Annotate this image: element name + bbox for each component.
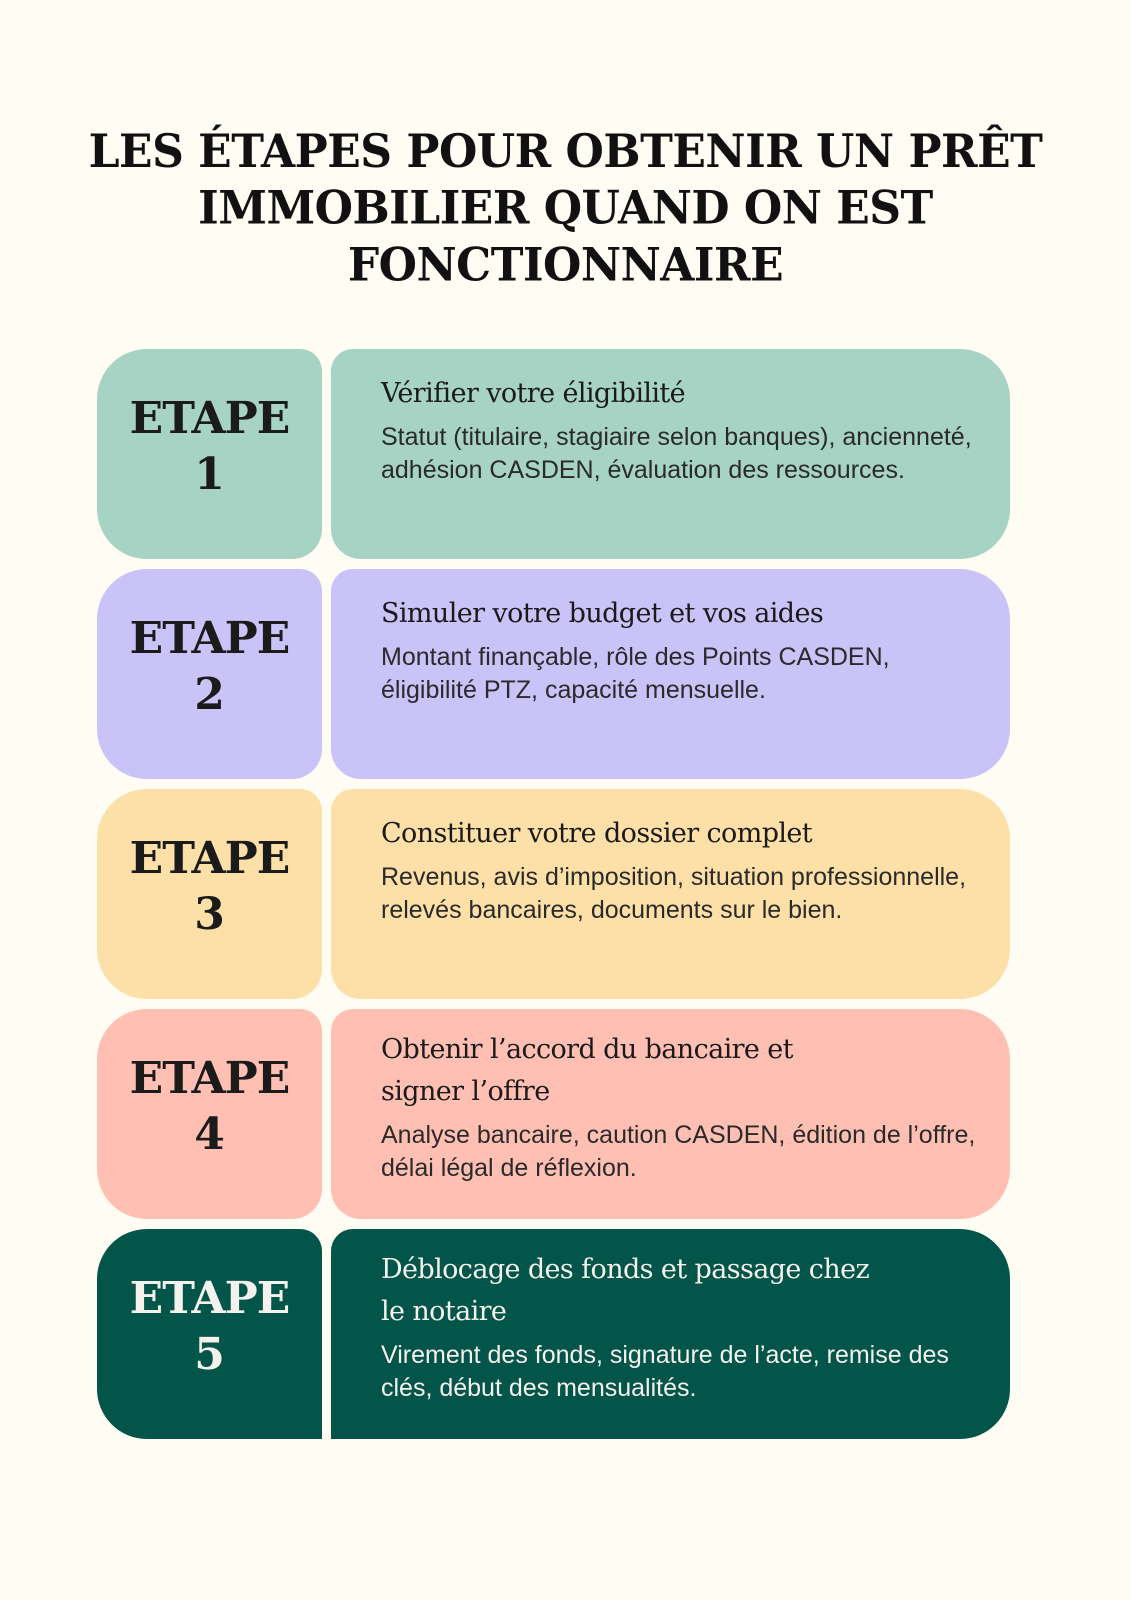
step-row-4 bbox=[97, 1009, 1010, 1219]
step-badge bbox=[97, 1229, 322, 1439]
step-number: 2 bbox=[194, 669, 225, 720]
step-title: Constituer votre dossier complet bbox=[381, 818, 813, 849]
title-line-3: FONCTIONNAIRE bbox=[347, 238, 784, 292]
step-badge bbox=[97, 569, 322, 779]
page-title bbox=[60, 124, 1071, 294]
step-label: ETAPE bbox=[129, 1273, 290, 1324]
step-description: Revenus, avis d’imposition, situation professionnelle, relevés bancaires, documents sur le bien. bbox=[381, 863, 967, 924]
step-description: Virement des fonds, signature de l’acte, remise des clés, début des mensualités. bbox=[381, 1341, 949, 1402]
step-content bbox=[331, 1229, 1010, 1439]
step-title: Obtenir l’accord du bancaire et signer l’offre bbox=[381, 1034, 793, 1107]
step-title: Vérifier votre éligibilité bbox=[381, 378, 686, 409]
step-content bbox=[331, 569, 1010, 779]
step-label: ETAPE bbox=[129, 833, 290, 884]
step-label: ETAPE bbox=[129, 613, 290, 664]
title-line-2: IMMOBILIER QUAND ON EST bbox=[198, 181, 933, 236]
step-row-1 bbox=[97, 349, 1010, 559]
step-row-2 bbox=[97, 569, 1010, 779]
step-content bbox=[331, 349, 1010, 559]
step-content bbox=[331, 789, 1010, 999]
step-badge bbox=[97, 349, 322, 559]
step-number: 3 bbox=[194, 889, 225, 940]
step-number: 4 bbox=[194, 1109, 225, 1160]
step-description: Analyse bancaire, caution CASDEN, édition de l’offre, délai légal de réflexion. bbox=[381, 1121, 976, 1182]
step-number: 5 bbox=[194, 1329, 225, 1380]
step-badge bbox=[97, 789, 322, 999]
step-row-3 bbox=[97, 789, 1010, 999]
step-title: Déblocage des fonds et passage chez le notaire bbox=[381, 1254, 870, 1327]
step-row-5 bbox=[97, 1229, 1010, 1439]
step-title: Simuler votre budget et vos aides bbox=[381, 598, 824, 629]
step-number: 1 bbox=[194, 449, 225, 500]
step-badge bbox=[97, 1009, 322, 1219]
step-description: Montant finançable, rôle des Points CASDEN, éligibilité PTZ, capacité mensuelle. bbox=[381, 643, 890, 704]
step-description: Statut (titulaire, stagiaire selon banques), ancienneté, adhésion CASDEN, évaluation des ressources. bbox=[381, 423, 972, 484]
step-label: ETAPE bbox=[129, 393, 290, 444]
title-line-1: LES ÉTAPES POUR OBTENIR UN PRÊT bbox=[88, 125, 1043, 179]
step-content bbox=[331, 1009, 1010, 1219]
step-label: ETAPE bbox=[129, 1053, 290, 1104]
